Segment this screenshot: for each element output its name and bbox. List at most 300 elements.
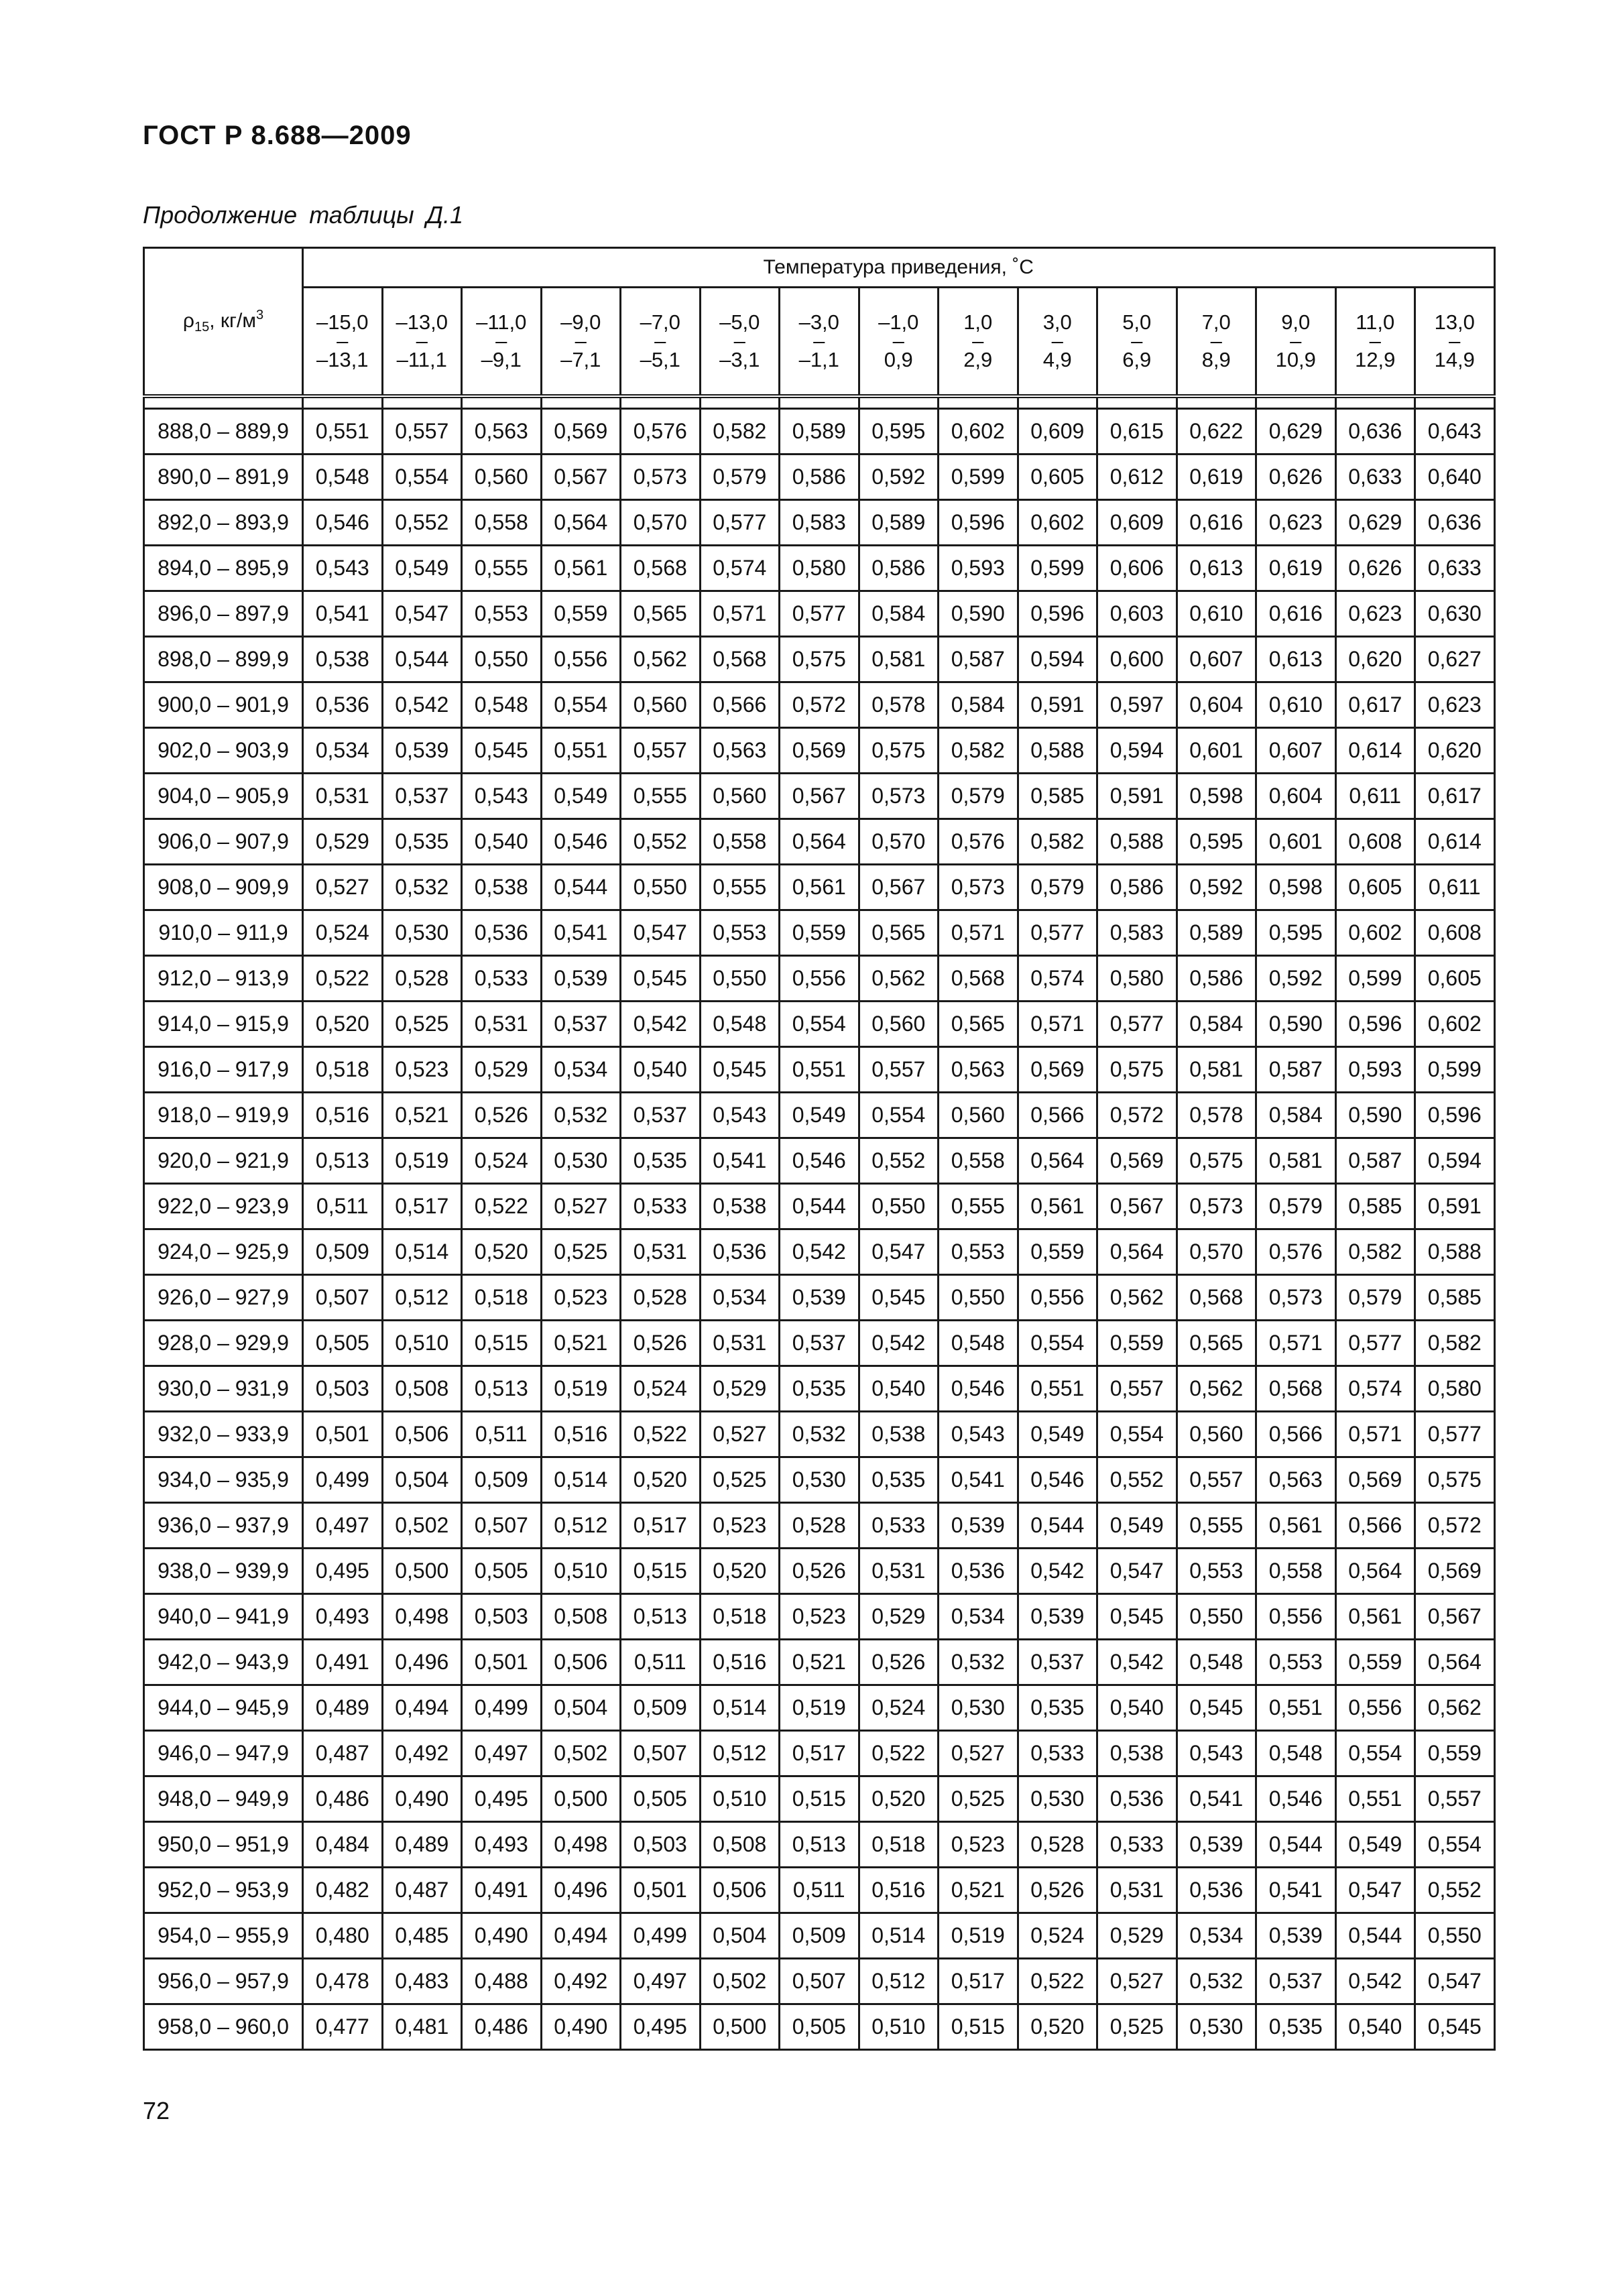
coefficient-cell: 0,522 <box>859 1731 939 1776</box>
coefficient-cell: 0,548 <box>462 682 542 728</box>
coefficient-cell: 0,562 <box>621 637 701 682</box>
coefficient-cell: 0,550 <box>939 1275 1018 1321</box>
coefficient-cell: 0,616 <box>1177 500 1256 546</box>
coefficient-cell: 0,599 <box>939 455 1018 500</box>
coefficient-cell: 0,514 <box>859 1913 939 1959</box>
coefficient-cell: 0,584 <box>859 591 939 637</box>
coefficient-cell: 0,558 <box>462 500 542 546</box>
coefficient-cell: 0,496 <box>541 1868 621 1913</box>
coefficient-cell: 0,513 <box>462 1366 542 1412</box>
coefficient-cell: 0,619 <box>1256 546 1336 591</box>
coefficient-cell: 0,569 <box>1018 1047 1097 1093</box>
table-row <box>144 1868 1495 1913</box>
coefficient-cell: 0,583 <box>780 500 859 546</box>
coefficient-cell: 0,575 <box>859 728 939 774</box>
coefficient-cell: 0,554 <box>541 682 621 728</box>
coefficient-cell: 0,572 <box>780 682 859 728</box>
table-row <box>144 1731 1495 1776</box>
coefficient-cell: 0,535 <box>382 819 462 865</box>
coefficient-cell: 0,514 <box>541 1457 621 1503</box>
coefficient-cell: 0,608 <box>1415 910 1495 956</box>
coefficient-cell: 0,516 <box>541 1412 621 1457</box>
coefficient-cell: 0,579 <box>700 455 780 500</box>
coefficient-cell: 0,547 <box>1415 1959 1495 2004</box>
coefficient-cell: 0,611 <box>1415 865 1495 910</box>
table-row <box>144 1093 1495 1138</box>
coefficient-cell: 0,514 <box>382 1229 462 1275</box>
coefficient-cell: 0,554 <box>1335 1731 1415 1776</box>
coefficient-cell: 0,482 <box>303 1868 383 1913</box>
temp-range-header <box>462 288 542 397</box>
coefficient-cell: 0,520 <box>621 1457 701 1503</box>
coefficient-cell: 0,563 <box>939 1047 1018 1093</box>
coefficient-cell: 0,518 <box>859 1822 939 1868</box>
coefficient-cell: 0,544 <box>1256 1822 1336 1868</box>
coefficient-cell: 0,557 <box>859 1047 939 1093</box>
coefficient-cell: 0,559 <box>541 591 621 637</box>
coefficient-cell: 0,549 <box>541 774 621 819</box>
coefficient-cell: 0,614 <box>1415 819 1495 865</box>
temp-range-header <box>1097 288 1177 397</box>
coefficient-cell: 0,493 <box>303 1594 383 1640</box>
temp-range-from: –9,0 <box>560 310 601 334</box>
coefficient-cell: 0,515 <box>462 1321 542 1366</box>
coefficient-cell: 0,575 <box>1177 1138 1256 1184</box>
coefficient-cell: 0,543 <box>1177 1731 1256 1776</box>
coefficient-cell: 0,521 <box>382 1093 462 1138</box>
coefficient-cell: 0,505 <box>462 1549 542 1594</box>
table-row <box>144 956 1495 1002</box>
coefficient-cell: 0,599 <box>1415 1047 1495 1093</box>
page-number: 72 <box>143 2097 170 2124</box>
coefficient-cell: 0,616 <box>1256 591 1336 637</box>
temp-range-dash: – <box>416 329 428 353</box>
coefficient-cell: 0,536 <box>1097 1776 1177 1822</box>
coefficient-cell: 0,535 <box>1256 2004 1336 2050</box>
rho-range-cell: 904,0 – 905,9 <box>144 774 303 819</box>
table-row <box>144 1138 1495 1184</box>
coefficient-cell: 0,512 <box>859 1959 939 2004</box>
coefficient-cell: 0,501 <box>462 1640 542 1685</box>
coefficient-cell: 0,507 <box>303 1275 383 1321</box>
coefficient-cell: 0,574 <box>1335 1366 1415 1412</box>
coefficient-cell: 0,570 <box>621 500 701 546</box>
coefficient-cell: 0,513 <box>621 1594 701 1640</box>
coefficient-cell: 0,533 <box>462 956 542 1002</box>
coefficient-cell: 0,523 <box>541 1275 621 1321</box>
temp-range-dash: – <box>1449 329 1461 353</box>
coefficient-cell: 0,538 <box>462 865 542 910</box>
header-separator-cell <box>462 396 542 409</box>
temp-range-from: 5,0 <box>1122 310 1152 334</box>
coefficient-cell: 0,543 <box>700 1093 780 1138</box>
rho-range-cell: 896,0 – 897,9 <box>144 591 303 637</box>
coefficient-cell: 0,532 <box>780 1412 859 1457</box>
coefficient-cell: 0,554 <box>1097 1412 1177 1457</box>
coefficient-cell: 0,564 <box>780 819 859 865</box>
table-row <box>144 865 1495 910</box>
table-row <box>144 728 1495 774</box>
table-row <box>144 1503 1495 1549</box>
coefficient-cell: 0,523 <box>382 1047 462 1093</box>
coefficient-cell: 0,568 <box>1256 1366 1336 1412</box>
coefficient-cell: 0,640 <box>1415 455 1495 500</box>
coefficient-cell: 0,541 <box>939 1457 1018 1503</box>
coefficient-cell: 0,525 <box>382 1002 462 1047</box>
coefficient-cell: 0,577 <box>1018 910 1097 956</box>
temp-range-dash: – <box>972 329 984 353</box>
coefficient-cell: 0,577 <box>1415 1412 1495 1457</box>
coefficient-cell: 0,594 <box>1415 1138 1495 1184</box>
rho-range-cell: 936,0 – 937,9 <box>144 1503 303 1549</box>
coefficient-cell: 0,538 <box>303 637 383 682</box>
coefficient-cell: 0,580 <box>1415 1366 1495 1412</box>
coefficient-cell: 0,558 <box>1256 1549 1336 1594</box>
temperature-header: Температура приведения, ˚С <box>303 248 1495 288</box>
coefficient-cell: 0,551 <box>303 409 383 455</box>
coefficient-cell: 0,520 <box>1018 2004 1097 2050</box>
coefficient-cell: 0,544 <box>1018 1503 1097 1549</box>
coefficient-cell: 0,497 <box>462 1731 542 1776</box>
coefficient-cell: 0,487 <box>303 1731 383 1776</box>
rho-range-cell: 938,0 – 939,9 <box>144 1549 303 1594</box>
temp-range-to: –3,1 <box>719 348 760 371</box>
coefficient-cell: 0,505 <box>303 1321 383 1366</box>
coefficient-cell: 0,490 <box>541 2004 621 2050</box>
coefficient-cell: 0,551 <box>541 728 621 774</box>
coefficient-cell: 0,538 <box>859 1412 939 1457</box>
coefficient-cell: 0,561 <box>780 865 859 910</box>
coefficient-cell: 0,573 <box>1177 1184 1256 1229</box>
coefficient-cell: 0,602 <box>1415 1002 1495 1047</box>
rho-range-cell: 898,0 – 899,9 <box>144 637 303 682</box>
coefficient-cell: 0,617 <box>1335 682 1415 728</box>
coefficient-cell: 0,584 <box>939 682 1018 728</box>
coefficient-cell: 0,478 <box>303 1959 383 2004</box>
coefficient-cell: 0,567 <box>859 865 939 910</box>
coefficient-cell: 0,509 <box>780 1913 859 1959</box>
coefficient-cell: 0,535 <box>621 1138 701 1184</box>
coefficient-cell: 0,507 <box>621 1731 701 1776</box>
coefficient-cell: 0,573 <box>621 455 701 500</box>
temp-range-from: 9,0 <box>1281 310 1311 334</box>
coefficient-cell: 0,545 <box>1177 1685 1256 1731</box>
temp-range-header <box>1415 288 1495 397</box>
coefficient-cell: 0,554 <box>382 455 462 500</box>
coefficient-cell: 0,526 <box>1018 1868 1097 1913</box>
coefficient-cell: 0,504 <box>541 1685 621 1731</box>
coefficient-cell: 0,507 <box>780 1959 859 2004</box>
coefficient-cell: 0,585 <box>1018 774 1097 819</box>
coefficient-cell: 0,580 <box>1097 956 1177 1002</box>
coefficient-cell: 0,562 <box>859 956 939 1002</box>
coefficient-cell: 0,566 <box>1256 1412 1336 1457</box>
coefficient-cell: 0,588 <box>1415 1229 1495 1275</box>
coefficient-cell: 0,546 <box>541 819 621 865</box>
coefficient-cell: 0,582 <box>1335 1229 1415 1275</box>
temp-range-to: 12,9 <box>1355 348 1396 371</box>
coefficient-cell: 0,533 <box>621 1184 701 1229</box>
coefficient-cell: 0,512 <box>700 1731 780 1776</box>
coefficient-cell: 0,518 <box>700 1594 780 1640</box>
table-row <box>144 1321 1495 1366</box>
coefficient-cell: 0,524 <box>621 1366 701 1412</box>
coefficient-cell: 0,578 <box>859 682 939 728</box>
coefficient-cell: 0,589 <box>780 409 859 455</box>
coefficient-cell: 0,623 <box>1335 591 1415 637</box>
coefficient-cell: 0,633 <box>1335 455 1415 500</box>
header-separator-cell <box>1018 396 1097 409</box>
coefficient-cell: 0,557 <box>1415 1776 1495 1822</box>
coefficient-cell: 0,509 <box>303 1229 383 1275</box>
coefficient-cell: 0,566 <box>1018 1093 1097 1138</box>
temp-range-dash: – <box>813 329 825 353</box>
header-separator-cell <box>780 396 859 409</box>
coefficient-cell: 0,532 <box>939 1640 1018 1685</box>
coefficient-cell: 0,528 <box>780 1503 859 1549</box>
coefficient-cell: 0,591 <box>1415 1184 1495 1229</box>
coefficient-cell: 0,531 <box>700 1321 780 1366</box>
table-row <box>144 1822 1495 1868</box>
coefficient-cell: 0,605 <box>1415 956 1495 1002</box>
coefficient-cell: 0,594 <box>1097 728 1177 774</box>
coefficient-cell: 0,569 <box>1335 1457 1415 1503</box>
coefficient-cell: 0,556 <box>541 637 621 682</box>
coefficient-cell: 0,568 <box>700 637 780 682</box>
temp-range-to: –11,1 <box>396 348 447 371</box>
coefficient-cell: 0,531 <box>303 774 383 819</box>
coefficient-cell: 0,552 <box>382 500 462 546</box>
coefficient-cell: 0,567 <box>780 774 859 819</box>
rho-range-cell: 920,0 – 921,9 <box>144 1138 303 1184</box>
rho-range-cell: 900,0 – 901,9 <box>144 682 303 728</box>
coefficient-cell: 0,526 <box>462 1093 542 1138</box>
coefficient-cell: 0,531 <box>859 1549 939 1594</box>
coefficient-cell: 0,504 <box>700 1913 780 1959</box>
coefficient-cell: 0,571 <box>700 591 780 637</box>
coefficient-cell: 0,529 <box>303 819 383 865</box>
coefficient-cell: 0,490 <box>462 1913 542 1959</box>
coefficient-cell: 0,565 <box>1177 1321 1256 1366</box>
coefficient-cell: 0,555 <box>700 865 780 910</box>
temp-range-dash: – <box>1369 329 1381 353</box>
coefficient-cell: 0,585 <box>1335 1184 1415 1229</box>
coefficient-cell: 0,492 <box>382 1731 462 1776</box>
coefficient-cell: 0,548 <box>303 455 383 500</box>
coefficient-cell: 0,587 <box>1256 1047 1336 1093</box>
coefficient-cell: 0,512 <box>382 1275 462 1321</box>
coefficient-cell: 0,574 <box>700 546 780 591</box>
temp-range-to: 8,9 <box>1201 348 1231 371</box>
coefficient-cell: 0,555 <box>462 546 542 591</box>
coefficient-cell: 0,610 <box>1177 591 1256 637</box>
coefficient-cell: 0,560 <box>859 1002 939 1047</box>
coefficient-cell: 0,577 <box>700 500 780 546</box>
coefficient-cell: 0,556 <box>1256 1594 1336 1640</box>
coefficient-cell: 0,511 <box>462 1412 542 1457</box>
table-row <box>144 1776 1495 1822</box>
coefficient-cell: 0,596 <box>1018 591 1097 637</box>
coefficient-cell: 0,511 <box>621 1640 701 1685</box>
coefficient-cell: 0,581 <box>859 637 939 682</box>
coefficient-cell: 0,559 <box>780 910 859 956</box>
coefficient-cell: 0,512 <box>541 1503 621 1549</box>
coefficient-cell: 0,535 <box>859 1457 939 1503</box>
coefficient-cell: 0,500 <box>700 2004 780 2050</box>
coefficient-cell: 0,519 <box>939 1913 1018 1959</box>
coefficient-cell: 0,542 <box>1335 1959 1415 2004</box>
temp-range-from: –1,0 <box>878 310 919 334</box>
coefficient-cell: 0,555 <box>1177 1503 1256 1549</box>
coefficient-cell: 0,486 <box>462 2004 542 2050</box>
coefficient-cell: 0,573 <box>939 865 1018 910</box>
coefficient-cell: 0,576 <box>1256 1229 1336 1275</box>
coefficient-cell: 0,526 <box>780 1549 859 1594</box>
coefficient-cell: 0,532 <box>1177 1959 1256 2004</box>
coefficient-cell: 0,552 <box>1415 1868 1495 1913</box>
coefficient-cell: 0,548 <box>700 1002 780 1047</box>
coefficient-cell: 0,545 <box>700 1047 780 1093</box>
coefficient-cell: 0,509 <box>462 1457 542 1503</box>
rho-subscript: 15 <box>194 320 210 335</box>
temp-range-to: –7,1 <box>560 348 601 371</box>
coefficient-cell: 0,608 <box>1335 819 1415 865</box>
coefficient-cell: 0,599 <box>1018 546 1097 591</box>
coefficient-cell: 0,539 <box>1256 1913 1336 1959</box>
coefficient-cell: 0,554 <box>1415 1822 1495 1868</box>
coefficient-cell: 0,541 <box>303 591 383 637</box>
coefficient-cell: 0,510 <box>700 1776 780 1822</box>
coefficient-cell: 0,553 <box>1256 1640 1336 1685</box>
coefficient-cell: 0,495 <box>462 1776 542 1822</box>
coefficient-cell: 0,571 <box>1018 1002 1097 1047</box>
temp-range-from: –13,0 <box>396 310 448 334</box>
coefficient-cell: 0,539 <box>780 1275 859 1321</box>
coefficient-cell: 0,580 <box>780 546 859 591</box>
coefficient-cell: 0,581 <box>1256 1138 1336 1184</box>
coefficient-cell: 0,516 <box>303 1093 383 1138</box>
coefficient-cell: 0,534 <box>541 1047 621 1093</box>
coefficient-cell: 0,517 <box>382 1184 462 1229</box>
coefficient-cell: 0,569 <box>541 409 621 455</box>
coefficient-cell: 0,499 <box>462 1685 542 1731</box>
coefficient-cell: 0,597 <box>1097 682 1177 728</box>
coefficient-cell: 0,586 <box>1177 956 1256 1002</box>
coefficient-cell: 0,533 <box>1097 1822 1177 1868</box>
temp-range-header <box>780 288 859 397</box>
coefficient-cell: 0,494 <box>541 1913 621 1959</box>
coefficient-cell: 0,500 <box>541 1776 621 1822</box>
header-separator-cell <box>303 396 383 409</box>
coefficient-cell: 0,530 <box>541 1138 621 1184</box>
coefficient-cell: 0,560 <box>700 774 780 819</box>
coefficient-cell: 0,523 <box>939 1822 1018 1868</box>
coefficient-cell: 0,583 <box>1097 910 1177 956</box>
table-row <box>144 455 1495 500</box>
coefficient-cell: 0,544 <box>780 1184 859 1229</box>
coefficient-cell: 0,573 <box>859 774 939 819</box>
table-row <box>144 910 1495 956</box>
coefficient-cell: 0,531 <box>462 1002 542 1047</box>
coefficient-cell: 0,497 <box>621 1959 701 2004</box>
temp-range-dash: – <box>892 329 904 353</box>
coefficient-cell: 0,567 <box>1415 1594 1495 1640</box>
rho-range-cell: 950,0 – 951,9 <box>144 1822 303 1868</box>
temp-range-header <box>382 288 462 397</box>
coefficient-cell: 0,605 <box>1018 455 1097 500</box>
coefficient-cell: 0,487 <box>382 1868 462 1913</box>
coefficient-cell: 0,539 <box>1177 1822 1256 1868</box>
rho-range-cell: 888,0 – 889,9 <box>144 409 303 455</box>
coefficient-cell: 0,519 <box>382 1138 462 1184</box>
coefficient-cell: 0,600 <box>1097 637 1177 682</box>
coefficient-cell: 0,602 <box>1018 500 1097 546</box>
coefficient-cell: 0,498 <box>541 1822 621 1868</box>
coefficient-cell: 0,499 <box>621 1913 701 1959</box>
coefficient-cell: 0,584 <box>1177 1002 1256 1047</box>
coefficient-cell: 0,586 <box>859 546 939 591</box>
coefficient-cell: 0,531 <box>1097 1868 1177 1913</box>
document-title: ГОСТ Р 8.688—2009 <box>143 121 412 150</box>
table-row <box>144 1184 1495 1229</box>
coefficient-cell: 0,595 <box>859 409 939 455</box>
coefficient-cell: 0,530 <box>939 1685 1018 1731</box>
temp-range-dash: – <box>1131 329 1143 353</box>
coefficient-cell: 0,559 <box>1018 1229 1097 1275</box>
temp-range-header <box>621 288 701 397</box>
coefficient-cell: 0,627 <box>1415 637 1495 682</box>
rho-range-cell: 944,0 – 945,9 <box>144 1685 303 1731</box>
coefficient-cell: 0,488 <box>462 1959 542 2004</box>
temp-range-to: 6,9 <box>1122 348 1152 371</box>
coefficient-cell: 0,576 <box>621 409 701 455</box>
coefficient-cell: 0,559 <box>1335 1640 1415 1685</box>
coefficient-cell: 0,527 <box>1097 1959 1177 2004</box>
rho-range-cell: 956,0 – 957,9 <box>144 1959 303 2004</box>
coefficient-cell: 0,491 <box>303 1640 383 1685</box>
rho-range-cell: 958,0 – 960,0 <box>144 2004 303 2050</box>
temp-range-dash: – <box>1290 329 1302 353</box>
coefficient-cell: 0,610 <box>1256 682 1336 728</box>
coefficient-cell: 0,561 <box>541 546 621 591</box>
coefficient-cell: 0,517 <box>780 1731 859 1776</box>
coefficient-cell: 0,502 <box>700 1959 780 2004</box>
coefficient-cell: 0,510 <box>859 2004 939 2050</box>
coefficient-cell: 0,542 <box>1097 1640 1177 1685</box>
coefficient-cell: 0,620 <box>1415 728 1495 774</box>
coefficient-cell: 0,518 <box>462 1275 542 1321</box>
coefficient-cell: 0,565 <box>859 910 939 956</box>
coefficient-cell: 0,530 <box>382 910 462 956</box>
coefficient-cell: 0,538 <box>700 1184 780 1229</box>
coefficient-cell: 0,511 <box>303 1184 383 1229</box>
coefficient-cell: 0,547 <box>1335 1868 1415 1913</box>
coefficient-cell: 0,511 <box>780 1868 859 1913</box>
coefficient-cell: 0,567 <box>1097 1184 1177 1229</box>
coefficient-cell: 0,564 <box>1335 1549 1415 1594</box>
coefficient-cell: 0,579 <box>1256 1184 1336 1229</box>
coefficient-cell: 0,480 <box>303 1913 383 1959</box>
coefficient-cell: 0,509 <box>621 1685 701 1731</box>
coefficient-cell: 0,607 <box>1177 637 1256 682</box>
coefficient-cell: 0,626 <box>1256 455 1336 500</box>
coefficient-cell: 0,588 <box>1018 728 1097 774</box>
coefficient-cell: 0,540 <box>1097 1685 1177 1731</box>
coefficient-cell: 0,557 <box>621 728 701 774</box>
rho-symbol: ρ <box>182 310 194 332</box>
coefficient-cell: 0,605 <box>1335 865 1415 910</box>
temp-range-to: 10,9 <box>1275 348 1316 371</box>
